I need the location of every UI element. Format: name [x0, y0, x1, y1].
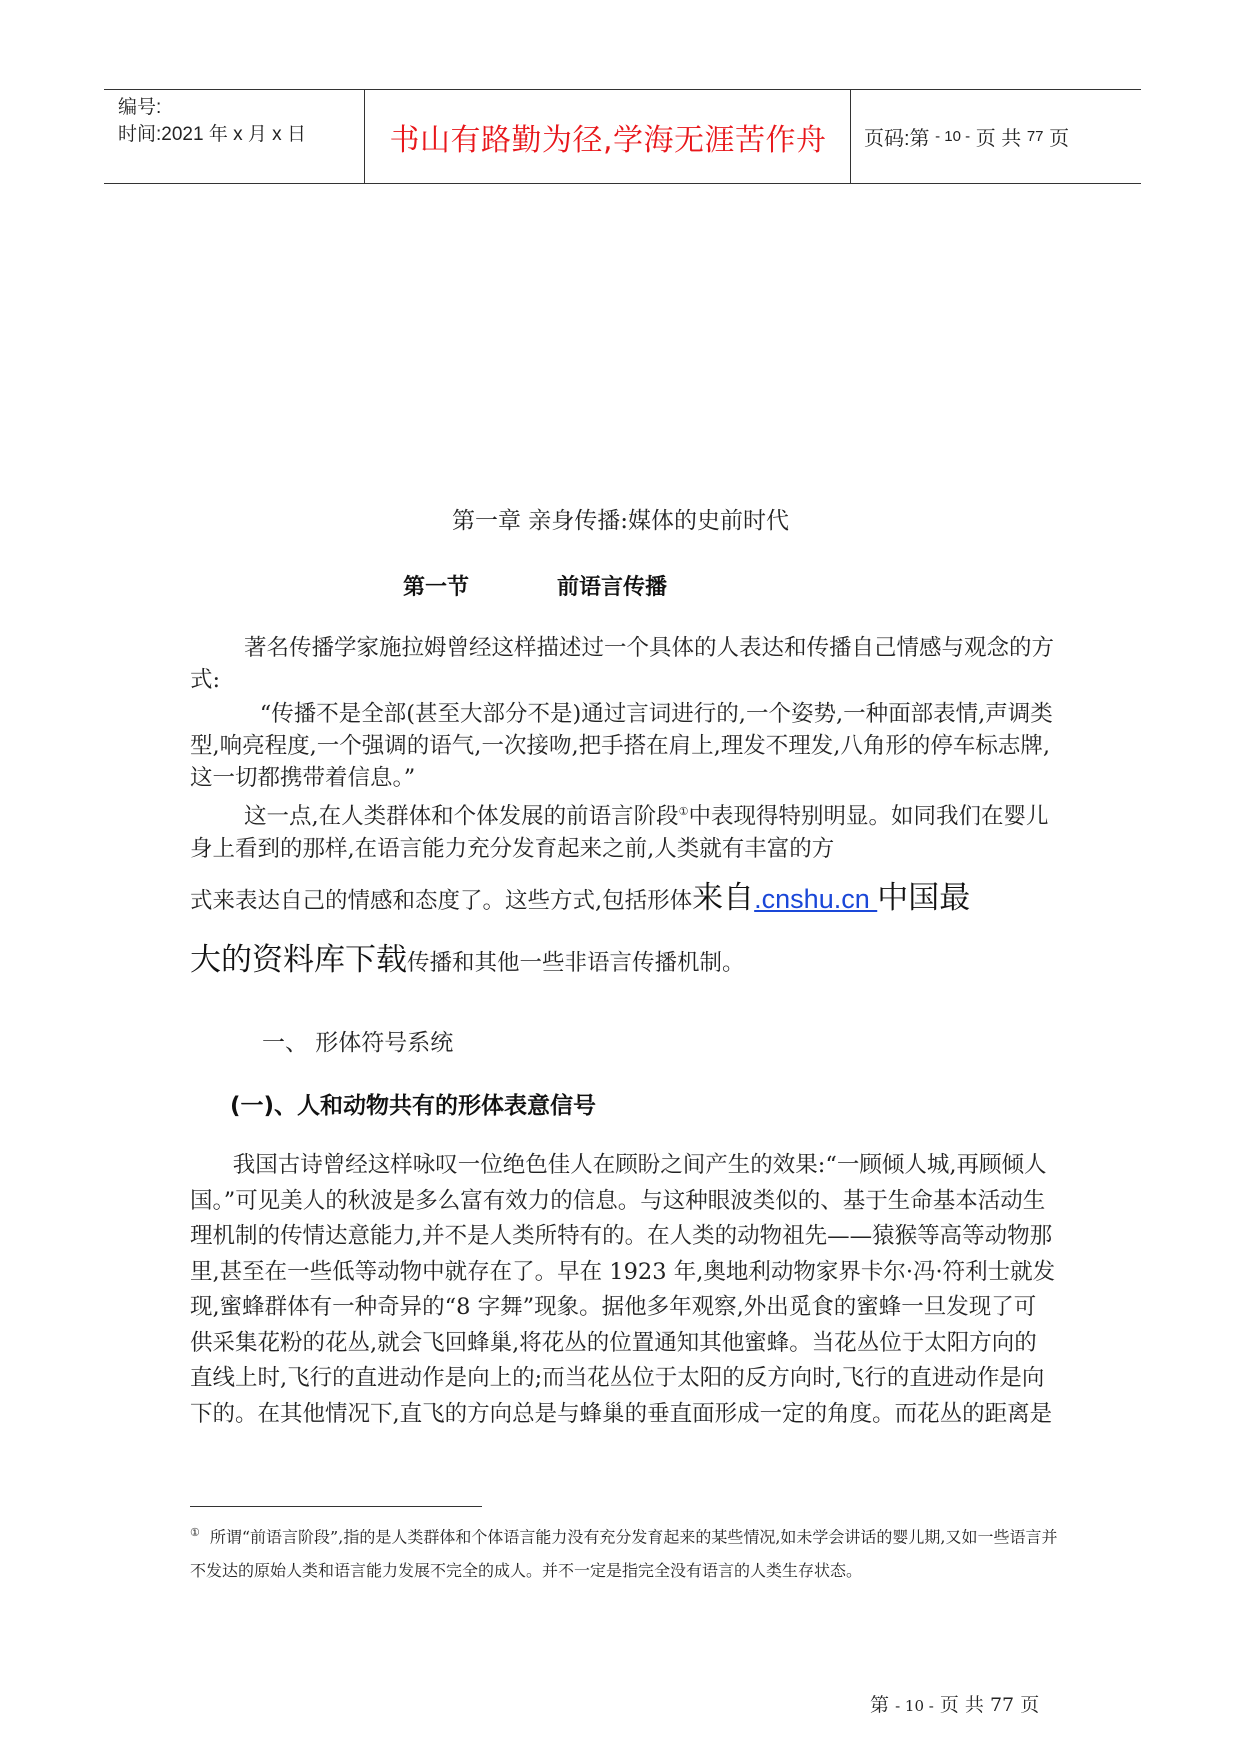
footnote — [190, 1516, 1058, 1588]
paragraph-3-line-3 — [190, 882, 970, 917]
paragraph-3-text-a: 这一点,在人类群体和个体发展的前语言阶段 — [244, 803, 679, 830]
chapter-title: 第一章 亲身传播:媒体的史前时代 — [451, 508, 790, 534]
page-label-mid: 页 共 — [975, 128, 1022, 150]
page-label-prefix: 页码:第 — [864, 128, 930, 150]
footer-total: 77 — [989, 1694, 1015, 1716]
paragraph-3 — [190, 796, 1058, 977]
footer-mid: 页 共 — [939, 1694, 984, 1716]
footer-prefix: 第 — [870, 1694, 890, 1716]
header-meta — [118, 94, 368, 148]
section-number: 第一节 — [403, 575, 470, 600]
page-footer — [870, 1690, 1039, 1717]
header-divider — [364, 90, 365, 183]
heading-level-1: 一、 形体符号系统 — [262, 1030, 454, 1056]
cnshu-link[interactable]: .cnshu.cn — [754, 884, 878, 914]
paragraph-3-text-b: 中表现得特别明显。如同我们在婴儿身上看到的那样,在语言能力充分发育起来之前,人类就有丰富的方 — [190, 803, 1049, 862]
ad-from-text: 来自 — [692, 880, 755, 915]
footnote-mark: ① — [190, 1526, 200, 1539]
paragraph-3-line-4 — [190, 944, 745, 979]
page-current: - 10 - — [935, 128, 971, 145]
paragraph-2-quote: “传播不是全部(甚至大部分不是)通过言词进行的,一个姿势,一种面部表情,声调类型,响亮程度,一个强调的语气,一次接吻,把手搭在肩上,理发不理发,八角形的停车标志牌,这一切都携带着信息。” — [190, 701, 1053, 791]
footnote-text: 所谓“前语言阶段”,指的是人类群体和个体语言能力没有充分发育起来的某些情况,如未学会讲话的婴儿期,又如一些语言并不发达的原始人类和语言能力发展不完全的成人。并不一定是指完全没有语言的人类生存状态。 — [190, 1527, 1058, 1581]
section-title: 前语言传播 — [557, 575, 668, 600]
heading-level-2: (一)、人和动物共有的形体表意信号 — [230, 1093, 597, 1119]
footnote-ref[interactable]: ① — [678, 805, 689, 818]
ad-text-line2: 大的资料库下载 — [190, 942, 407, 977]
header-divider — [850, 90, 851, 183]
page-label-suffix: 页 — [1049, 128, 1070, 150]
number-label: 编号: — [118, 97, 162, 118]
header-page-info — [864, 90, 1069, 183]
paragraph-1: 著名传播学家施拉姆曾经这样描述过一个具体的人表达和传播自己情感与观念的方式: — [190, 635, 1055, 693]
page-total: 77 — [1026, 128, 1044, 145]
paragraph-4: 我国古诗曾经这样咏叹一位绝色佳人在顾盼之间产生的效果:“一顾倾人城,再顾倾人国。”可见美人的秋波是多么富有效力的信息。与这种眼波类似的、基于生命基本活动生理机制的传情达意能力,并不是人类所特有的。在人类的动物祖先——猿猴等高等动物那里,甚至在一些低等动物中就存在了。早在 1923 年,奥地利动物家界卡尔·冯·符利士就发现,蜜蜂群体有一种奇异的“8 字舞”现象。据他多年观察,外出觅食的蜜蜂一旦发现了可供采集花粉的花丛,就会飞回蜂巢,将花丛的位置通知其他蜜蜂。当花丛位于太阳方向的直线上时,飞行的直进动作是向上的;而当花丛位于太阳的反方向时,飞行的直进动作是向下的。在其他情况下,直飞的方向总是与蜂巢的垂直面形成一定的角度。而花丛的距离是 — [190, 1152, 1056, 1427]
paragraph-3-text-d: 传播和其他一些非语言传播机制。 — [407, 950, 745, 976]
footer-suffix: 页 — [1020, 1694, 1040, 1716]
time-label: 时间:2021 年 x 月 x 日 — [118, 124, 306, 145]
header-motto: 书山有路勤为径,学海无涯苦作舟 — [389, 122, 827, 158]
paragraph-3-text-c: 式来表达自己的情感和态度了。这些方式,包括形体 — [190, 888, 693, 914]
footnote-separator — [190, 1506, 482, 1507]
header-table — [104, 89, 1141, 184]
ad-text-rest: 中国最 — [877, 880, 971, 915]
footer-current: - 10 - — [895, 1697, 934, 1715]
